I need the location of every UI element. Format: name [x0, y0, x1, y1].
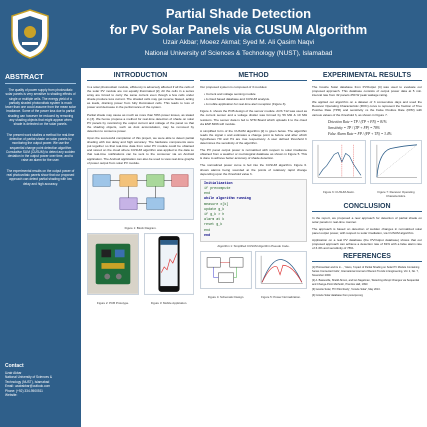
- reference-item: [1] Photovoltaic and its in..., Yokoo, 'Impact of Partial Shading on Solar PV Module Containing Series Connected Cells', International Journal of Recent Trends in Engineering, Vol. 2, No. 7, November 2009.: [312, 266, 420, 277]
- cusum-alarm-plot: [312, 140, 366, 184]
- code-line: update g_k: [204, 207, 225, 212]
- algorithm-caption: Algorithm 1: Simplified CUSUM Algorithm Pseudo Code.: [217, 243, 290, 248]
- method-bullet: • A mobile application for real-time alert reception (Figure 3).: [204, 102, 287, 107]
- contact-line: Uzair Akbar: [5, 370, 22, 375]
- method-paragraph: Our proposed system is composed of 3 modules:: [200, 85, 268, 89]
- code-line: Initialization: [204, 181, 233, 186]
- abstract-paragraph: The quality of power supply from photovoltaic solar panels is very sensitive to shading effects of single or multiple cells. The energy yield of a partially shaded photovoltaic system is much lower than one could assume from the mean solar irradiance. Some of the power loss due to partial shading can however be reduced by removing any shading objects that might appear when shade is detected on the solar panels.: [5, 88, 76, 127]
- power-normalization-plot: [255, 251, 307, 289]
- method-heading: METHOD: [200, 72, 307, 81]
- code-line: end: [204, 228, 211, 233]
- schematic-figure-wrap: [200, 251, 252, 302]
- method-paragraph: The normalized power curve is fed into the CUSUM algorithm. Figure 6. shows alarms being sounded at the points of relatively rapid change depending upon the threshold value h.: [200, 163, 307, 176]
- contact-line: National University of Sciences &: [5, 375, 52, 379]
- contact-email[interactable]: Email: uzairakbar@outlook.com: [5, 384, 51, 388]
- nust-crest-icon: [8, 8, 52, 60]
- results-paragraph: The Cowrie Solar database from PVOutput [4] was used to evaluate our proposed approach. This database consists of output power data at 5 min. interval rate from 32 panels 250 W peak wattage rating.: [312, 85, 422, 98]
- poster-title-line2: for PV Solar Panels via CUSUM Algorithm: [109, 22, 368, 37]
- code-line: alarm at k: [204, 218, 225, 223]
- figure-caption: Figure 4: Schematic Design.: [207, 294, 245, 299]
- contact-line: Technology (NUST), Islamabad: [5, 379, 50, 384]
- cusum-alarm-figure-wrap: [312, 140, 366, 201]
- code-line: end: [204, 192, 211, 197]
- pcb-prototype-photo: [87, 233, 139, 295]
- roc-curve-plot: [370, 140, 422, 184]
- block-diagram-figure: [87, 168, 194, 220]
- results-heading: EXPERIMENTAL RESULTS: [312, 72, 422, 81]
- code-line: while algorithm running: [204, 197, 251, 202]
- app-figure-wrap: [144, 233, 194, 308]
- intro-paragraph: Partial shade may cause as much as more than 50% power losses, as stated in [3]. We hence propose a method for real-time detection of shade on solar PV panels by monitoring the output current and voltage of the panel so that the shading objects, such as dust accumulation, may be removed by detection to conserve power.: [87, 112, 194, 133]
- mobile-app-screenshot: [144, 233, 194, 295]
- authors: Uzair Akbar; Moeez Akmal; Syed M. Ali Qasim Naqvi: [162, 39, 315, 46]
- method-bullet: • Current and voltage sensing module: [204, 92, 256, 97]
- code-line: measure x[k]: [204, 202, 229, 207]
- figure-caption: Figure 1: Block Diagram.: [124, 225, 157, 230]
- references-heading: REFERENCES: [312, 253, 422, 262]
- figure-row: [312, 140, 422, 201]
- introduction-heading: INTRODUCTION: [87, 72, 194, 81]
- poster-title-line1: Partial Shade Detection: [165, 6, 312, 21]
- poster-header: [0, 0, 427, 68]
- reference-list: [312, 266, 422, 297]
- contact-phone: Phone: (+92) 334-9500511: [5, 388, 43, 393]
- contact-heading: Contact: [5, 363, 24, 369]
- reference-item: [2] A. Basseville, Shelld-Simon, and Ian Nagelman, 'Detecting Abrupt Changes via Sequential and Change-Point Methods', Prentice Hall, 1993.: [312, 279, 420, 286]
- method-paragraph: A simplified form of the CUSUM algorithm [2] is given below. The algorithm reads the signal x and estimates a change point ta before and after which hypotheses H0 and H1 are true respectively. A user defined threshold h determines the sensitivity of the algorithm.: [200, 128, 307, 146]
- method-paragraph: The PV panel output power is normalized with respect to solar irradiance obtained from a weather or metrological database as shown in Figure 5. This is done to achieve better accuracy of shade detection.: [200, 148, 307, 161]
- conclusion-heading: CONCLUSION: [312, 203, 422, 212]
- method-paragraph: Figure 4. shows the PCB design of the sensor module. ACS 712 was used as the current sensor and a voltage divider was formed by 56 MΩ & 10 MΩ resistors. The sensor data is fed to STM Board which uploads it to the cloud via ESP 8266 wifi module.: [200, 109, 307, 126]
- figure-caption: Figure 5: Power Normalization.: [261, 294, 301, 299]
- figure-row: [200, 251, 307, 302]
- abstract-paragraph: The present work studies a method for real-time detection of partial shade on solar panels by monitoring the output power. We use the sequential change point detection algorithm Cumulative SUM (CUSUM) to detect any sudden deviation in the output power over time, and to raise an alarm for the user.: [5, 132, 76, 163]
- results-column: [312, 72, 422, 422]
- introduction-column: [87, 72, 194, 422]
- figure-caption: Figure 6: CUSUM Alarm.: [323, 189, 355, 194]
- pcb-figure-wrap: [87, 233, 139, 308]
- contact-website[interactable]: Website:: [5, 393, 18, 397]
- conclusion-paragraph: In the report, we proposed a new approach for detection of partial shade on solar panels in real-time manner.: [312, 215, 422, 224]
- code-line: if precompute: [204, 186, 231, 191]
- figure-caption: Figure 2: PCB Prototype.: [96, 300, 130, 305]
- intro-paragraph: Upon the successful completion of this project, we were able to detect partial shading with low delay and high accuracy. The hardware components were put together so that real-time data from solar PV module could be obtained and stored on the cloud where CUSUM algorithm was applied to the data so that real-time notifications can be sent to the consumer via an Android application. The Android application can also be used to view real-time graphs of power output from solar PV module.: [87, 136, 194, 165]
- normalization-figure-wrap: [255, 251, 307, 302]
- detection-rate-formula: Detection Rate = TP / (TP + FN) = 81%: [328, 119, 387, 124]
- method-column: [200, 72, 307, 422]
- intro-paragraph: In a solar photovoltaic module, efficiency is adversely affected if all the cells of the solar PV module are not equally illuminated [2]. All the cells in a series array are forced to carry the same current even though a few cells under shade produce less current. The shaded cells may get reverse biased, acting as loads, draining power from fully illuminated cells. This leads to loss of power and decrease in the performance of the system.: [87, 85, 194, 110]
- false-alarm-formula: False Alarm Rate = FP / (FP + TN) = 3.4%: [328, 131, 392, 136]
- abstract-heading: ABSTRACT: [5, 74, 76, 84]
- roc-figure-wrap: [370, 140, 422, 201]
- code-line: if g_k > h: [204, 212, 225, 217]
- code-line: reset g_k: [204, 223, 223, 228]
- code-line: end: [204, 233, 211, 238]
- schematic-design-figure: [200, 251, 252, 289]
- affiliation: National University of Sciences & Technology (NUST), Islamabad: [144, 50, 333, 57]
- figure-caption: Figure 7: Receiver Operating Characteristics.: [377, 189, 415, 198]
- results-paragraph: We applied our algorithm on a dataset of 3 consecutive days and used the Receiver Operating Characteristic (ROC) curve to represent the fraction of True Positive Rate (TPR) and sensitivity vs the False Positive Rate (FPR) with various values of the threshold h, as shown in Figure 7.: [312, 100, 422, 117]
- conclusion-paragraph: The approach is based on detection of sudden changes in normalized solar panel output power, with respect to solar irradiation, via CUSUM algorithm.: [312, 226, 422, 235]
- reference-item: [4] Cowrie Solar database from pvoutput.org: [312, 293, 363, 297]
- figure-row: [87, 233, 194, 308]
- figure-caption: Figure 3: Mobile Application.: [150, 300, 188, 305]
- cusum-pseudo-code: [200, 179, 307, 242]
- method-bullet: • A cloud based database and CUSUM analysis.: [204, 97, 270, 102]
- contact-block: [5, 364, 76, 398]
- reference-item: [3] Gowrie Solar, 'PV Pilot-Study', 'Cowrie Solar', May 2013.: [312, 288, 381, 292]
- sensitivity-formula: Sensitivity = TP / (TP + FP) = 78%: [328, 125, 380, 130]
- abstract-paragraph: The experimental results on the output power of real photovoltaic panels show that our proposed approach can detect partial shading with low delay and high accuracy.: [6, 168, 75, 186]
- conclusion-paragraph: Application on a real PV database (the PVOutput database) shows that our proposed approach can achieve a detection rate of 81% with a false alarm rate of 3.4% and sensitivity of 78%.: [312, 238, 422, 251]
